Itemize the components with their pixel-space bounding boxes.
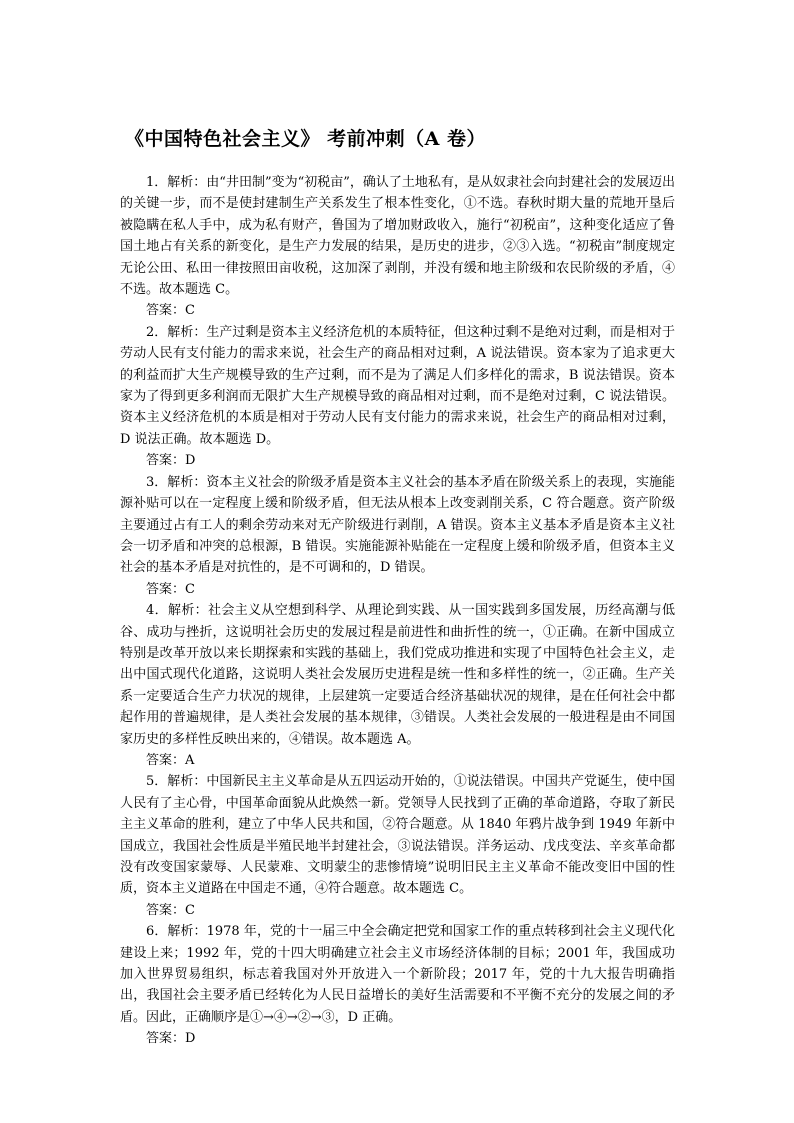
item-3-answer: 答案：C [146, 581, 195, 597]
item-2-analysis: 2．解析：生产过剩是资本主义经济危机的本质特征，但这种过剩不是绝对过剩，而是相对于劳动人民有支付能力的需求来说，社会生产的商品相对过剩，A 说法错误。资本家为了追求更大的利益而扩大生产规模导致的生产过剩，而不是为了满足人们多样化的需求，B 说法错误。资本家为了得到更多利润而无限扩大生产规模导致的商品相对过剩，而不是绝对过剩，C 说法错误。资本主义经济危机的本质是相对于劳动人民有支付能力的需求来说，社会生产的商品相对过剩，D 说法正确。故本题选 D。 [120, 324, 675, 447]
item-4-answer: 答案：A [146, 752, 195, 768]
item-5-analysis: 5．解析：中国新民主主义革命是从五四运动开始的，①说法错误。中国共产党诞生，使中国人民有了主心骨，中国革命面貌从此焕然一新。党领导人民找到了正确的革命道路，夺取了新民主主义革命的胜利，建立了中华人民共和国，②符合题意。从 1840 年鸦片战争到 1949 年新中国成立，我国社会性质是半殖民地半封建社会，③说法错误。洋务运动、戊戌变法、辛亥革命都没有改变国家蒙辱、人民蒙难、文明蒙尘的悲惨情境”说明旧民主主义革命不能改变旧中国的性质，资本主义道路在中国走不通，④符合题意。故本题选 C。 [120, 774, 675, 897]
item-1-analysis: 1．解析：由“井田制”变为“初税亩”，确认了土地私有，是从奴隶社会向封建社会的发展迈出的关键一步，而不是使封建制生产关系发生了根本性变化，①不选。春秋时期大量的荒地开垦后被隐瞒在私人手中，成为私有财产，鲁国为了增加财政收入，施行“初税亩”，这种变化适应了鲁国土地占有关系的新变化，是生产力发展的结果，是历史的进步，②③入选。“初税亩”制度规定无论公田、私田一律按照田亩收税，这加深了剥削，并没有缓和地主阶级和农民阶级的矛盾，④不选。故本题选 C。 [120, 175, 675, 298]
item-3-analysis: 3．解析：资本主义社会的阶级矛盾是资本主义社会的基本矛盾在阶级关系上的表现，实施能源补贴可以在一定程度上缓和阶级矛盾，但无法从根本上改变剥削关系，C 符合题意。资产阶级主要通过占有工人的剩余劳动来对无产阶级进行剥削，A 错误。资本主义基本矛盾是资本主义社会一切矛盾和冲突的总根源，B 错误。实施能源补贴能在一定程度上缓和阶级矛盾，但资本主义社会的基本矛盾是对抗性的，是不可调和的，D 错误。 [120, 474, 675, 576]
page-title: 《中国特色社会主义》 考前冲刺（A 卷） [125, 128, 486, 150]
answer-content [120, 172, 675, 1050]
item-4-analysis: 4．解析：社会主义从空想到科学、从理论到实践、从一国实践到多国发展，历经高潮与低谷、成功与挫折，这说明社会历史的发展过程是前进性和曲折性的统一，①正确。在新中国成立特别是改革开放以来长期探索和实践的基础上，我们党成功推进和实现了中国特色社会主义，走出中国式现代化道路，这说明人类社会发展历史进程是统一性和多样性的统一，②正确。生产关系一定要适合生产力状况的规律，上层建筑一定要适合经济基础状况的规律，是在任何社会中都起作用的普遍规律，是人类社会发展的基本规律，③错误。人类社会发展的一般进程是由不同国家历史的多样性反映出来的，④错误。故本题选 A。 [120, 603, 675, 747]
item-6-answer: 答案：D [146, 1031, 196, 1047]
item-5-answer: 答案：C [146, 902, 195, 918]
item-2-answer: 答案：D [146, 453, 196, 469]
item-6-analysis: 6．解析：1978 年，党的十一届三中全会确定把党和国家工作的重点转移到社会主义现代化建设上来；1992 年，党的十四大明确建立社会主义市场经济体制的目标；2001 年，我国成功加入世界贸易组织，标志着我国对外开放进入一个新阶段；2017 年，党的十九大报告明确指出，我国社会主要矛盾已经转化为人民日益增长的美好生活需要和不平衡不充分的发展之间的矛盾。因此，正确顺序是①→④→②→③，D 正确。 [120, 924, 675, 1025]
item-1-answer: 答案：C [146, 303, 195, 319]
